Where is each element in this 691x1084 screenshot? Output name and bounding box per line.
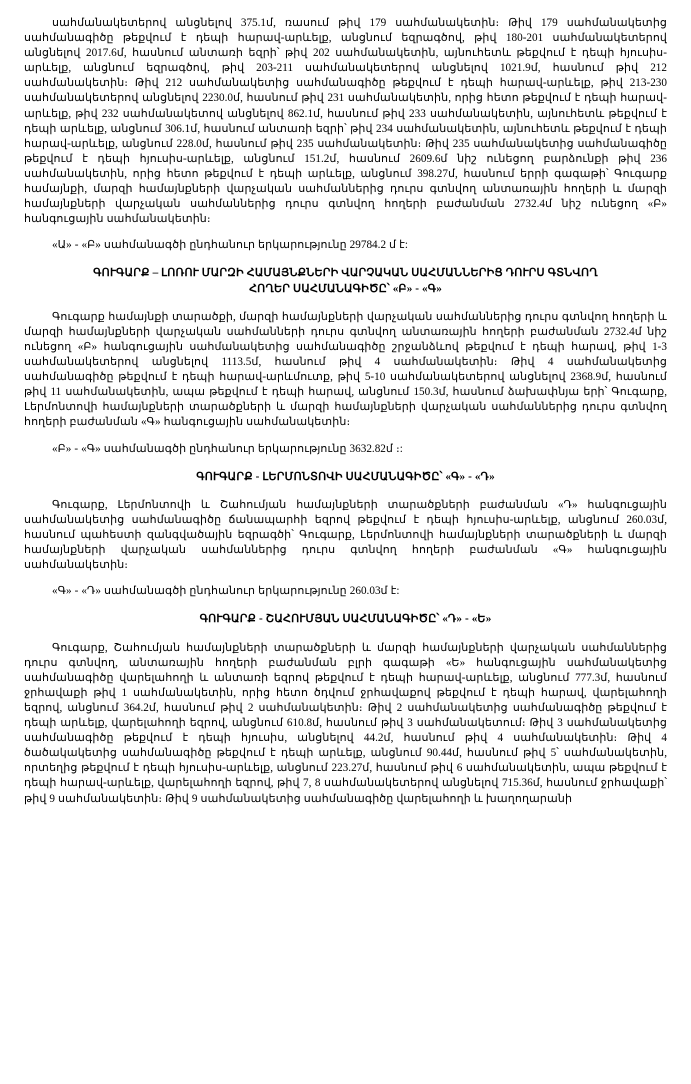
section-heading-1-line2: ՀՈՂԵՐ ՍԱՀՄԱՆԱԳԻԾԸ՝ «Բ» - «Գ» bbox=[249, 282, 442, 295]
spacer bbox=[24, 628, 667, 641]
spacer bbox=[24, 457, 667, 470]
section-heading-3 bbox=[24, 612, 667, 627]
paragraph-section-3: Գուգարք, Շահումյան համայնքների տարածքների և մարզի համայնքների վարչական սահմաններից դուրս գտնվող, անտառային հողերի բաժանման բլրի գագաթի «Ե» հանգուցային սահմանակետից սահմանագիծը վարելահողի և անտառի եզրով թեքվում է դեպի հարավ-արևելք, անցնում 777.3մ, հասնում ջրհավաքի թիվ 1 սահմանակետին, որից հետո ծդվում ջրհավաքով թեքվում է դեպի հարավ, վարելահողի եզրով, անցնում 364.2մ, հասնում թիվ 2 սահմանակետին։ Թիվ 2 սահմանակետից սահմանագիծը թեքվում է դեպի արևելք, վարելահողի եզրով, անցնում 610.8մ, հասնում թիվ 3 սահմանակետում։ Թիվ 3 սահմանակետից սահմանագիծը թեքվում է դեպի հյուսիս, անցնելով 44.2մ, հասնում թիվ 4 սահմանակետին։ Թիվ 4 ծածակակետից սահմանագիծը թեքվում է դեպի արևելք, անցնում 90.44մ, հասնում թիվ 5՝ սահմանակետին, որտեղից թեքվում է դեպի հյուսիս-արևելք, անցնում 223.27մ, հասնում թիվ 6 սահմանակետին, ապա թեքվում է դեպի հարավ-արևելք, վարելահողի եզրով, թիվ 7, 8 սահմանակետերով անցնելով 715.36մ, հասնում ջրհավաքի՝ թիվ 9 սահմանակետին։ Թիվ 9 սահմանակետից սահմանագիծը վարելահողի և խաղողարանի bbox=[24, 641, 667, 805]
spacer bbox=[24, 599, 667, 612]
paragraph-continued: սահմանակետերով անցնելով 375.1մ, ռասում թիվ 179 սահմանակետին։ Թիվ 179 սահմանակետից սահմանագիծը թեքվում է դեպի հարավ-արևելք, անցնում եզրագծով, թիվ 180-201 սահմանակետերով անցնելով 2017.6մ, հասնում անտառի եզրի՝ թիվ 202 սահմանակետին, այնուհետև թեքվում է դեպի հյուսիս-արևելք, անցնում եզրագծով, թիվ 203-211 սահմանակետերով անցնելով 1021.9մ, հասնում թիվ 212 սահմանակետին։ Թիվ 212 սահմանակետից սահմանագիծը թեքվում է դեպի հարավ-արևելք, թիվ 213-230 սահմանակետերով անցնելով 2230.0մ, հասնում թիվ 231 սահմանակետին, որից հետո թեքվում է դեպի հարավ-արևելք, թիվ 232 սահմանակետով անցնելով 862.1մ, հասնում թիվ 233 սահմանակետին, այնուհետև թեքվում է դեպի արևելք, անցնում 306.1մ, հասնում անտառի եզրի՝ թիվ 234 սահմանակետին, այնուհետև թեքվում է դեպի հարավ-արևելք, անցնում 228.0մ, հասնում թիվ 235 սահմանակետին։ Թիվ 235 սահմանակետից սահմանագիծը թեքվում է դեպի հյուսիս-արևելք, անցնում 151.2մ, հասնում 2609.6մ նիշ ունեցող բարձունքի թիվ 236 սահմանակետին, որից հետո թեքվում է դեպի արևելք, անցնում 398.27մ, հասնում երրի գագաթի՝ Գուգարք համայնքի, մարզի համայնքների վարչական սահմաններից դուրս գտնվող անտառային հողերի և մարզի համայնքների վարչական սահմաններից դուրս գտնվող հողերի բաժանման 2732.4մ նիշ ունեցող «Բ» հանգուցային սահմանակետին։ bbox=[24, 17, 667, 226]
spacer bbox=[24, 297, 667, 310]
paragraph-section-2: Գուգարք, Լերմոնտովի և Շահումյան համայնքների տարածքների բաժանման «Դ» հանգուցային սահմանակետից սահմանագիծը ճանապարհի եզրով թեքվում է դեպի հյուսիս-արևելք, անցնում 260.03մ, հասնում պահեստի զանգվածային եզրագծի՝ Գուգարք, Լերմոնտովի համայնքների տարածքների և մարզի համայնքների վարչական սահմաններից դուրս գտնվող հողերի բաժանման «Գ» հանգուցային սահմանակետին։ bbox=[24, 498, 667, 572]
paragraph-section-1: Գուգարք համայնքի տարածքի, մարզի համայնքների վարչական սահմաններից դուրս գտնվող հողերի և մարզի համայնքների վարչական սահմանների դուրս գտնվող անտառային հողերի բաժանման 2732.4մ նիշ ունեցող «Բ» հանգուցային սահմանակետից սահմանագիծը շրջանձևով թեքվում է դեպի հարավ, թիվ 1-3 սահմանակետերով անցնելով 1113.5մ, հասնում թիվ 4 սահմանակետին։ Թիվ 4 սահմանակետից սահմանագիծը թեքվում է դեպի հարավ-արևմուտք, թիվ 5-10 սահմանակետերով անցնելով 2368.9մ, հասնում թիվ 11 սահմանակետին, ապա թեքվում է դեպի հարավ, անցնում 150.3մ, հասնում ձախափնյա երի՝ Գուգարք, Լերմոնտովի համայնքների տարածքների և մարզի համայնքների վարչական սահմաններից դուրս գտնվող հողերի բաժանման «Գ» հանգուցային սահմանակետին։ bbox=[24, 310, 667, 429]
spacer bbox=[24, 573, 667, 582]
boundary-length-note-2: «Բ» - «Գ» սահմանագծի ընդհանուր երկարությունը 3632.82մ ։: bbox=[52, 442, 403, 455]
boundary-length-note-3: «Գ» - «Դ» սահմանագծի ընդհանուր երկարությունը 260.03մ է: bbox=[52, 585, 400, 598]
section-heading-1 bbox=[24, 266, 667, 296]
spacer bbox=[24, 485, 667, 498]
section-heading-2 bbox=[24, 470, 667, 485]
section-heading-2-line1: ԳՈՒԳԱՐՔ - ԼԵՐՄՈՆՏՈՎԻ ՍԱՀՄԱՆԱԳԻԾԸ՝ «Գ» - «Դ» bbox=[196, 470, 495, 483]
spacer bbox=[24, 431, 667, 440]
section-heading-1-line1: ԳՈՒԳԱՐՔ – ԼՈՌՈՒ ՄԱՐԶԻ ՀԱՄԱՅՆՔՆԵՐԻ ՎԱՐՉԱԿԱՆ ՍԱՀՄԱՆՆԵՐԻՑ ԴՈՒՐՍ ԳՏՆՎՈՂ bbox=[93, 267, 598, 280]
spacer bbox=[24, 227, 667, 236]
boundary-length-note-1: «Ա» - «Բ» սահմանագծի ընդհանուր երկարությունը 29784.2 մ է: bbox=[52, 239, 408, 252]
spacer bbox=[24, 253, 667, 266]
section-heading-3-line1: ԳՈՒԳԱՐՔ - ՇԱՀՈՒՄՅԱՆ ՍԱՀՄԱՆԱԳԻԾԸ՝ «Դ» - «Ե» bbox=[199, 613, 492, 626]
